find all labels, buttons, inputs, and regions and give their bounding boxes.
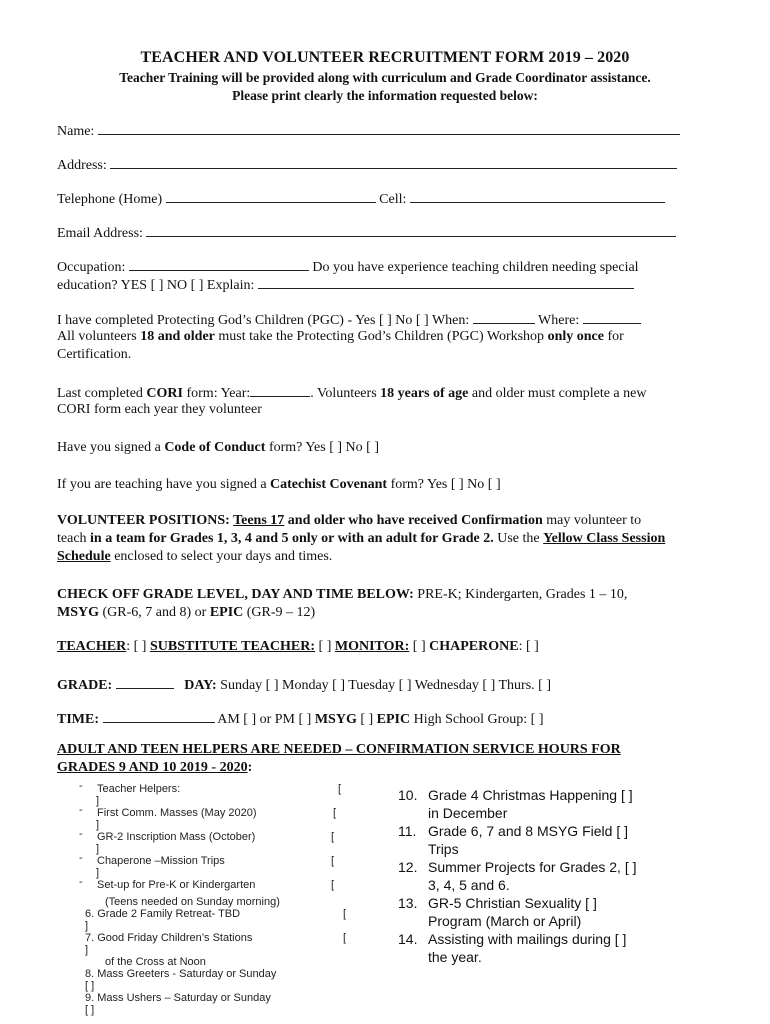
checkbox[interactable]: [ ] <box>85 980 95 992</box>
cori-text-a: Last completed <box>57 386 147 401</box>
chaperone-checkbox[interactable]: : [ ] <box>518 639 539 654</box>
list-item <box>398 786 728 822</box>
positions-text-d: may volunteer to <box>542 513 642 528</box>
list-item-text-cont: Program (March or April) <box>428 913 582 929</box>
positions-text-c: and older who have received Confirmation <box>284 513 543 528</box>
list-item <box>57 828 362 855</box>
conduct-text-b: Code of Conduct <box>164 440 266 455</box>
checkbox-open[interactable]: [ <box>343 932 347 944</box>
list-item <box>398 858 728 894</box>
pgc-certification: Certification. <box>57 347 132 362</box>
teens-note: (Teens needed on Sunday morning) <box>105 896 280 908</box>
checkoff-text-f: (GR-9 – 12) <box>243 605 316 620</box>
helpers-heading <box>57 741 737 777</box>
list-item-text[interactable]: Assisting with mailings during [ ] <box>428 931 627 947</box>
teacher-checkbox[interactable]: : [ ] <box>126 639 150 654</box>
covenant-text-a: If you are teaching have you signed a <box>57 477 271 492</box>
positions-text-j: enclosed to select your days and times. <box>110 549 333 564</box>
checkbox[interactable]: [ ] <box>85 1004 95 1016</box>
bullet: - <box>79 876 83 888</box>
checkbox-close: ] <box>85 920 89 932</box>
checkbox-open[interactable]: [ <box>333 807 337 819</box>
checkbox-open[interactable]: [ <box>331 879 335 891</box>
checkbox-open[interactable]: [ <box>331 855 335 867</box>
pgc-text-e: for <box>603 329 624 344</box>
helpers-heading-line1: ADULT AND TEEN HELPERS ARE NEEDED – CONFIRMATION SERVICE HOURS FOR <box>57 742 621 757</box>
positions-text-h: Yellow Class Session <box>543 531 666 546</box>
list-item <box>57 852 362 879</box>
positions-text-f: in a team for Grades 1, 3, 4 and 5 only or with an adult for Grade 2. <box>90 531 494 546</box>
checkoff-text-d: (GR-6, 7 and 8) or <box>99 605 210 620</box>
msyg-label: MSYG <box>314 712 357 727</box>
covenant-row <box>57 476 501 494</box>
positions-text-g: Use the <box>493 531 544 546</box>
pgc-text-c: must take the Protecting God’s Children (PGC) Workshop <box>214 329 548 344</box>
checkbox-close: ] <box>96 867 100 879</box>
address-row <box>57 155 677 175</box>
item-number: 14. <box>398 931 418 947</box>
positions-text-i: Schedule <box>57 549 111 564</box>
phone-row <box>57 189 665 209</box>
chaperone-label: CHAPERONE <box>429 639 519 654</box>
cori-row <box>57 383 646 403</box>
form-title: TEACHER AND VOLUNTEER RECRUITMENT FORM 2019 – 2020 <box>140 49 630 66</box>
name-label: Name: <box>57 124 95 139</box>
checkbox-close: ] <box>85 944 89 956</box>
pgc-requirement <box>57 328 624 346</box>
list-item <box>57 992 362 1016</box>
helpers-heading-colon: : <box>247 760 253 775</box>
address-label: Address: <box>57 158 107 173</box>
list-item <box>57 956 362 968</box>
pgc-text-a: All volunteers <box>57 329 141 344</box>
positions-text-e: teach <box>57 531 91 546</box>
roles-row <box>57 638 539 656</box>
cori-text-b: CORI <box>146 386 183 401</box>
list-item-text[interactable]: Grade 6, 7 and 8 MSYG Field [ ] <box>428 823 628 839</box>
pgc-row <box>57 310 641 330</box>
cori-text-c: form: Year: <box>182 386 251 401</box>
list-item-text-cont: in December <box>428 805 508 821</box>
phone-home-label: Telephone (Home) <box>57 192 163 207</box>
checkbox-close: ] <box>96 843 100 855</box>
occupation-field[interactable] <box>129 257 309 271</box>
checkbox-open[interactable]: [ <box>343 908 347 920</box>
ampm-options[interactable]: AM [ ] or PM [ ] <box>214 712 315 727</box>
checkoff-text-c: MSYG <box>57 605 99 620</box>
time-label: TIME: <box>57 712 99 727</box>
checkbox-open[interactable]: [ <box>338 783 342 795</box>
list-item-text[interactable]: Summer Projects for Grades 2, [ ] <box>428 859 637 875</box>
list-item-text: Chaperone –Mission Trips <box>97 855 225 867</box>
helpers-list-right <box>398 786 728 966</box>
substitute-label: SUBSTITUTE TEACHER: <box>149 639 316 654</box>
special-ed-question: Do you have experience teaching children needing special <box>312 260 639 275</box>
pgc-where-field[interactable] <box>583 310 641 324</box>
occupation-row <box>57 257 639 277</box>
email-label: Email Address: <box>57 226 143 241</box>
form-subtitle-training: Teacher Training will be provided along with curriculum and Grade Coordinator assistance. <box>119 70 651 85</box>
grade-label: GRADE: <box>57 678 113 693</box>
time-field[interactable] <box>103 709 215 723</box>
list-item-note <box>57 896 362 908</box>
epic-checkbox[interactable]: High School Group: [ ] <box>410 712 544 727</box>
cell-field[interactable] <box>410 189 665 203</box>
list-item-text: 8. Mass Greeters - Saturday or Sunday <box>85 968 277 980</box>
msyg-checkbox[interactable]: [ ] <box>356 712 377 727</box>
list-item-text-cont: 3, 4, 5 and 6. <box>428 877 510 893</box>
monitor-label: MONITOR: <box>334 639 410 654</box>
list-item <box>398 930 728 966</box>
teacher-label: TEACHER <box>57 639 127 654</box>
list-item-text: 7. Good Friday Children’s Stations <box>85 932 253 944</box>
epic-label: EPIC <box>376 712 411 727</box>
email-row <box>57 223 676 243</box>
covenant-text-c: form? Yes [ ] No [ ] <box>387 477 501 492</box>
conduct-row <box>57 439 379 457</box>
list-item-text: Set-up for Pre-K or Kindergarten <box>97 879 256 891</box>
pgc-when-field[interactable] <box>473 310 535 324</box>
occupation-label: Occupation: <box>57 260 126 275</box>
list-item-text: 9. Mass Ushers – Saturday or Sunday <box>85 992 271 1004</box>
pgc-where-label: Where: <box>538 313 580 328</box>
list-item <box>57 780 362 807</box>
day-label: DAY: <box>184 678 217 693</box>
name-row <box>57 121 680 141</box>
email-field[interactable] <box>146 223 676 237</box>
address-field[interactable] <box>110 155 677 169</box>
list-item-text[interactable]: GR-5 Christian Sexuality [ ] <box>428 895 597 911</box>
helpers-list-left <box>57 780 362 1016</box>
bullet: - <box>79 828 83 840</box>
list-item-text-cont: the year. <box>428 949 482 965</box>
list-item <box>57 968 362 992</box>
pgc-text-d: only once <box>547 329 604 344</box>
name-field[interactable] <box>98 121 680 135</box>
monitor-checkbox[interactable]: [ ] <box>409 639 430 654</box>
cori-text-d: . Volunteers <box>310 386 381 401</box>
list-item <box>57 932 362 956</box>
list-item-text: GR-2 Inscription Mass (October) <box>97 831 256 843</box>
form-subtitle-instructions: Please print clearly the information requested below: <box>232 88 538 103</box>
checkoff-text-a: CHECK OFF GRADE LEVEL, DAY AND TIME BELOW: <box>57 587 414 602</box>
covenant-text-b: Catechist Covenant <box>270 477 388 492</box>
pgc-text-b: 18 and older <box>140 329 215 344</box>
positions-text-a: VOLUNTEER POSITIONS: <box>57 513 234 528</box>
checkbox-close: ] <box>96 795 100 807</box>
day-options[interactable]: Sunday [ ] Monday [ ] Tuesday [ ] Wednesday [ ] Thurs. [ ] <box>216 678 551 693</box>
conduct-text-c: form? Yes [ ] No [ ] <box>265 440 379 455</box>
volunteer-positions <box>57 512 727 566</box>
item-number: 13. <box>398 895 418 911</box>
bullet: - <box>79 780 83 792</box>
helpers-heading-line2: GRADES 9 AND 10 2019 - 2020 <box>57 760 248 775</box>
grade-field[interactable] <box>116 675 174 689</box>
time-row <box>57 709 544 729</box>
list-item <box>57 804 362 831</box>
list-item-text: First Comm. Masses (May 2020) <box>97 807 257 819</box>
check-off-instructions <box>57 586 722 622</box>
special-ed-options: education? YES [ ] NO [ ] Explain: <box>57 278 255 293</box>
item-number: 10. <box>398 787 418 803</box>
checkoff-text-b: PRE-K; Kindergarten, Grades 1 – 10, <box>413 587 628 602</box>
item-number: 11. <box>398 823 417 839</box>
cori-year-field[interactable] <box>250 383 310 397</box>
bullet: - <box>79 852 83 864</box>
item-number: 12. <box>398 859 418 875</box>
list-item-text-cont: Trips <box>428 841 459 857</box>
phone-home-field[interactable] <box>166 189 376 203</box>
cori-note: CORI form each year they volunteer <box>57 402 262 417</box>
list-item <box>57 908 362 932</box>
list-item-text[interactable]: Grade 4 Christmas Happening [ ] <box>428 787 633 803</box>
list-item-text: Teacher Helpers: <box>97 783 181 795</box>
cori-text-e: 18 years of age <box>380 386 469 401</box>
list-item <box>398 894 728 930</box>
explain-field[interactable] <box>258 275 634 289</box>
cori-text-f: and older must complete a new <box>468 386 647 401</box>
pgc-question: I have completed Protecting God’s Children (PGC) - Yes [ ] No [ ] When: <box>57 313 470 328</box>
list-item <box>57 876 362 896</box>
list-item <box>398 822 728 858</box>
checkoff-text-e: EPIC <box>209 605 244 620</box>
list-item-text: 6. Grade 2 Family Retreat- TBD <box>85 908 241 920</box>
positions-text-b: Teens 17 <box>233 513 285 528</box>
conduct-text-a: Have you signed a <box>57 440 165 455</box>
substitute-checkbox[interactable]: [ ] <box>315 639 335 654</box>
cell-label: Cell: <box>379 192 407 207</box>
checkbox-close: ] <box>96 819 100 831</box>
checkbox-open[interactable]: [ <box>331 831 335 843</box>
list-item-text: of the Cross at Noon <box>105 956 206 968</box>
grade-day-row <box>57 675 551 695</box>
special-ed-row <box>57 275 634 295</box>
bullet: - <box>79 804 83 816</box>
